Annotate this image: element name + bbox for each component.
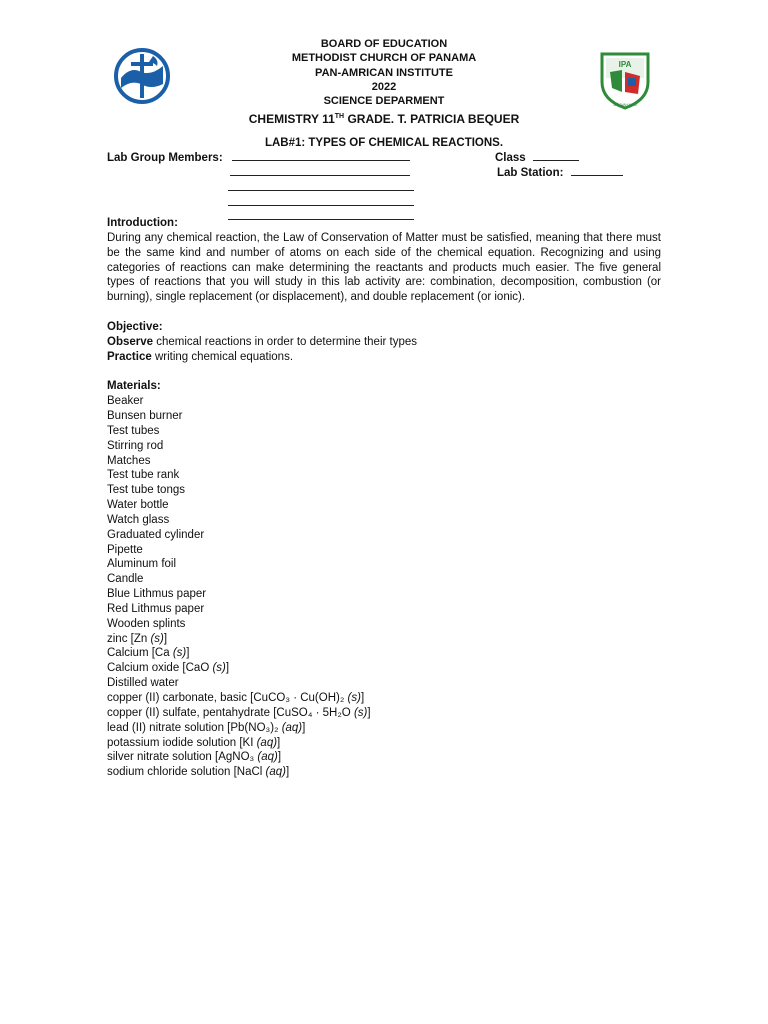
chemical-state: (s) (347, 692, 361, 704)
objective-heading: Objective: (107, 320, 163, 333)
chemical-bracket: ] (225, 662, 230, 675)
introduction-text: During any chemical reaction, the Law of Conservation of Matter must be satisfied, meaning that there must be the same kind and number of atoms on each side of the chemical equation. Recognizing and using categories of reactions can make determining the reactants and products much easier. The five general types of reactions that you will study in this lab activity are: combination, decomposition, combustion (or burning), single replacement (or displacement), and double replacement (or ionic). (107, 231, 661, 304)
chemicals-list (107, 632, 407, 780)
chemical-bracket: ] (163, 632, 168, 645)
material-item: Graduated cylinder (107, 528, 205, 541)
chemical-item (107, 676, 407, 691)
document-header (0, 37, 768, 128)
class-blank[interactable] (533, 150, 579, 161)
chemical-state: (aq) (265, 766, 286, 779)
header-line-5: SCIENCE DEPARMENT (323, 95, 445, 108)
chemical-bracket: ] (367, 706, 371, 719)
chemical-item (107, 706, 407, 721)
lab-station-row (497, 165, 623, 179)
material-item: Watch glass (107, 513, 170, 526)
course-title-superscript: TH (334, 113, 345, 121)
chemical-item (107, 736, 407, 751)
chemical-name: lead (II) nitrate solution [Pb(NO₃)₂ (107, 721, 282, 734)
material-item: Wooden splints (107, 617, 186, 630)
materials-heading: Materials: (107, 380, 161, 393)
chemical-name: copper (II) sulfate, pentahydrate [CuSO₄ · 5H₂O (107, 706, 354, 719)
objective-keyword: Observe (107, 335, 154, 348)
objective-keyword: Practice (107, 350, 152, 363)
objective-item-practice (107, 350, 661, 365)
header-line-4: 2022 (371, 80, 397, 93)
material-item: Pipette (107, 543, 143, 556)
chemical-item (107, 765, 407, 780)
material-item: Red Lithmus paper (107, 602, 205, 615)
chemical-item (107, 632, 407, 647)
chemical-name: Distilled water (107, 677, 179, 690)
material-item: Test tube tongs (107, 484, 185, 497)
member-blank-4[interactable] (228, 195, 414, 206)
chemical-bracket: ] (302, 721, 306, 734)
chemical-state: (s) (150, 632, 164, 645)
chemical-bracket: ] (186, 647, 190, 660)
member-line-4 (228, 195, 414, 209)
objective-text: chemical reactions in order to determine their types (153, 335, 418, 348)
material-item: Test tube rank (107, 469, 180, 482)
chemical-name: copper (II) carbonate, basic [CuCO₃ · Cu(OH)₂ (107, 692, 348, 704)
chemical-bracket: ] (360, 692, 365, 704)
objective-item-observe (107, 335, 661, 350)
course-title-rest: GRADE. T. PATRICIA BEQUER (344, 112, 520, 127)
class-label: Class (495, 152, 526, 164)
chemical-name: sodium chloride solution [NaCl (107, 766, 266, 779)
introduction-heading: Introduction: (107, 217, 178, 229)
header-line-3: PAN-AMRICAN INSTITUTE (315, 66, 453, 79)
chemical-bracket: ] (277, 736, 281, 749)
chemical-state: (s) (212, 662, 226, 675)
chemical-item (107, 750, 407, 765)
chemical-state: (aq) (256, 736, 278, 749)
chemical-name: potassium iodide solution [KI (107, 736, 257, 749)
material-item: Water bottle (107, 499, 169, 512)
chemical-item (107, 721, 407, 736)
chemical-state: (s) (353, 706, 368, 719)
chemical-name: silver nitrate solution [AgNO₃ (107, 751, 258, 764)
header-line-2: METHODIST CHURCH OF PANAMA (291, 52, 477, 65)
lab-station-label: Lab Station: (497, 167, 564, 179)
material-item: Aluminum foil (107, 558, 177, 571)
lab-group-members-row (107, 150, 410, 164)
member-line-3 (228, 180, 414, 194)
materials-list (107, 394, 661, 632)
chemical-item (107, 691, 407, 706)
chemical-state: (aq) (257, 751, 278, 764)
chemical-name: zinc [Zn (107, 632, 151, 645)
lab-station-blank[interactable] (571, 165, 623, 176)
right-logo-motto: JEHOVAH NISSI (612, 103, 638, 107)
header-line-1: BOARD OF EDUCATION (320, 38, 448, 50)
material-item: Candle (107, 573, 144, 586)
material-item: Test tubes (107, 424, 160, 437)
material-item: Blue Lithmus paper (107, 588, 207, 601)
material-item: Stirring rod (107, 439, 164, 452)
lab-title: LAB#1: TYPES OF CHEMICAL REACTIONS. (264, 137, 504, 149)
chemical-name: Calcium oxide [CaO (107, 662, 213, 675)
chemical-state: (aq) (281, 721, 303, 734)
material-item: Beaker (107, 395, 144, 408)
course-title (0, 108, 768, 128)
document-body (107, 216, 661, 780)
chemical-item (107, 661, 407, 676)
chemical-state: (s) (172, 647, 187, 660)
class-row (495, 150, 579, 164)
lab-group-members-label: Lab Group Members: (107, 152, 223, 164)
material-item: Bunsen burner (107, 409, 183, 422)
material-item: Matches (107, 454, 151, 467)
chemical-item (107, 646, 407, 661)
objective-text: writing chemical equations. (151, 350, 294, 363)
chemical-name: Calcium [Ca (107, 647, 173, 660)
member-blank-2[interactable] (230, 165, 410, 176)
course-title-main: CHEMISTRY 11 (248, 112, 335, 127)
chemical-bracket: ] (285, 766, 290, 779)
chemical-bracket: ] (277, 751, 282, 764)
member-blank-1[interactable] (232, 150, 410, 161)
member-blank-3[interactable] (228, 180, 414, 191)
right-logo-text: IPA (618, 60, 632, 69)
member-line-2 (230, 165, 410, 179)
